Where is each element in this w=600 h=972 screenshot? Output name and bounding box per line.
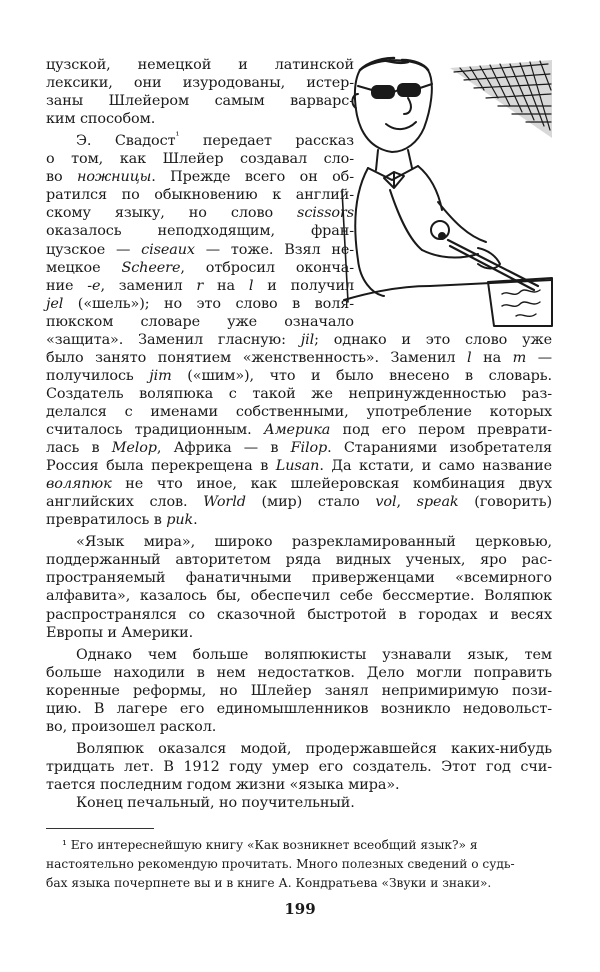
text-line-41: Конец печальный, но поучительный. [76,795,355,811]
bow-tie-icon [384,172,404,188]
text-line-21: считалось традиционным. Америка под его пером преврати- [46,422,552,438]
text-line-31: распространялся со сказочной быстротой в городах и весях [46,606,552,623]
text-line-22: лась в Melop, Африка — в Filop. Стараниями изобретателя [46,440,552,456]
text-line-7: во ножницы. Прежде всего он об- [46,169,354,186]
text-line-39: тридцать лет. В 1912 году умер его создатель. Этот год счи- [46,758,552,775]
text-line-19: Создатель воляпюка с такой же непринужденностью раз- [46,385,552,402]
text-line-10: оказалось неподходящим, фран- [46,223,354,240]
text-line-33: Однако чем больше воляпюкисты узнавали язык, тем [76,646,552,663]
text-line-12: мецкое Scheere, отбросил оконча- [46,259,354,276]
text-line-15: пюкском словаре уже означало [46,313,354,330]
text-line-1: цузской, немецкой и латинской [46,57,354,73]
text-line-29: пространяемый фанатичными приверженцами «всемирного [46,570,552,587]
footnote-rule [46,828,154,829]
text-line-30: алфавита», казалось бы, обеспечил себе бессмертие. Воляпюк [46,588,552,605]
man-writing-illustration [338,50,556,330]
text-line-8: ратился по обыкновению к англий- [46,187,354,204]
text-line-14: jel («шель»); но это слово в воля- [46,295,354,312]
text-line-13: ние -e, заменил r на l и получил [46,277,355,294]
text-line-6: о том, как Шлейер создавал сло- [46,151,354,168]
text-line-3: заны Шлейером самым варварс- [46,93,354,110]
head [355,60,432,152]
footnote-ref: ¹ [175,131,180,143]
footnote-line-2: настоятельно рекомендую прочитать. Много полезных сведений о судь- [46,857,515,871]
footnote-line-3: бах языка почерпнете вы и в книге А. Кондратьева «Звуки и знаки». [46,876,492,890]
text-line-28: поддержанный авторитетом ряда видных ученых, яро рас- [46,552,552,569]
text-line-37: во, произошел раскол. [46,718,217,735]
text-line-18: получилось jim («шим»), что и было внесено в словарь. [46,367,552,384]
text-line-16: «защита». Заменил гласную: jil; однако и это слово уже [46,331,552,348]
paper-sheet [488,278,552,326]
text-line-27: «Язык мира», широко разрекламированный церковью, [76,534,552,551]
hatched-shadow-shape [450,60,552,138]
text-line-2: лексики, они изуродованы, истер- [46,75,354,91]
text-line-24: воляпюк не что иное, как шлейеровская комбинация двух [46,476,552,493]
page-number: 199 [284,900,316,918]
text-line-25: английских слов. World (мир) стало vol, speak (говорить) [46,494,552,511]
text-line-32: Европы и Америки. [46,624,194,641]
text-line-11: цузское — ciseaux — тоже. Взял не- [46,241,355,258]
text-line-9: скому языку, но слово scissors [46,205,354,222]
text-line-20: делался с именами собственными, употребление которых [46,403,552,420]
text-line-23: Россия была перекрещена в Lusan. Да кстати, и само название [46,458,552,475]
text-line-4: ким способом. [46,111,156,128]
text-line-38: Воляпюк оказался модой, продержавшейся каких-нибудь [76,740,552,757]
text-line-35: коренные реформы, но Шлейер занял непримиримую пози- [46,682,552,699]
text-line-5: Э. Свадост$^{^1}$ передает рассказ [76,131,354,150]
text-line-26: превратилось в puk. [46,512,198,529]
text-line-34: больше находили в нем недостатков. Дело могли поправить [46,664,552,681]
text-line-40: тается последним годом жизни «языка мира». [46,776,400,793]
footnote-line-1: ¹ Его интереснейшую книгу «Как возникнет всеобщий язык?» я [62,838,478,852]
text-line-17: было занято понятием «женственность». Заменил l на m — [46,349,553,366]
text-line-36: цию. В лагере его единомышленников возникло недовольст- [46,700,552,717]
